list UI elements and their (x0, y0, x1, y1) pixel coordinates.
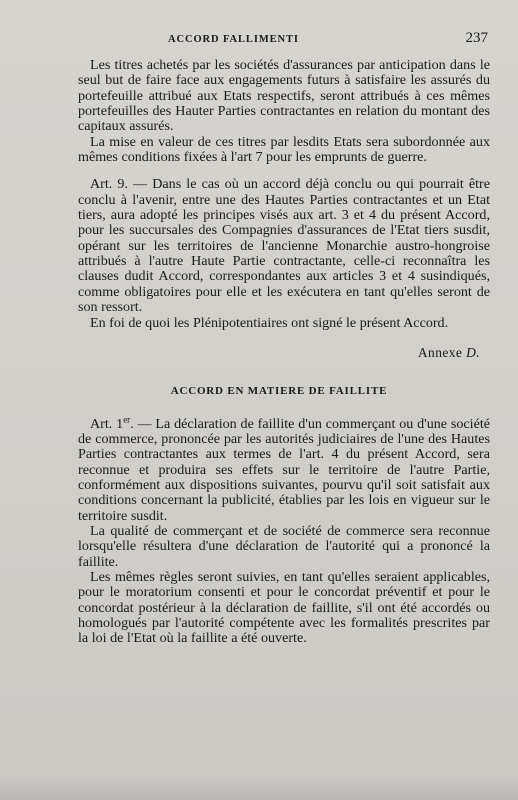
annex-label (78, 345, 490, 360)
running-title: ACCORD FALLIMENTI (168, 34, 299, 45)
annex-letter: D. (466, 344, 480, 360)
paragraph-war-loans: La mise en valeur de ces titres par lesdits Etats sera subordonnée aux mêmes conditions fixées à l'art 7 pour les emprunts de guerre. (78, 133, 490, 166)
paragraph-article-1 (78, 413, 490, 524)
body-text (78, 58, 490, 647)
article-1-text: . — La déclaration de faillite d'un commerçant ou d'une société de commerce, prononcée par les autorités judiciaires de l'une des Hautes Parties contractantes aux termes de l'art. 4 du présent Accord, sera reconnue et produira ses effets sur le territoire de l'autre Partie, conformément aux dispositions suivantes, pourvu qu'il soit satisfait aux conditions concernant la publicité, établies par les lois en vigueur sur le territoire susdit. (78, 415, 490, 524)
paragraph-signature-clause: En foi de quoi les Plénipotentiaires ont signé le présent Accord. (90, 314, 449, 331)
paragraph-insurance-titles: Les titres achetés par les sociétés d'assurances par anticipation dans le seul but de faire face aux engagements futurs à satisfaire les assurés du portefeuille attribué aux Etats respectifs, seront attribués à ces mêmes portefeuilles des Hauter Parties contractantes en relation du montant des capitaux assurés. (78, 57, 490, 135)
article-1-superscript: er (123, 413, 131, 424)
page-number: 237 (465, 30, 488, 46)
section-title: ACCORD EN MATIERE DE FAILLITE (170, 385, 388, 398)
paragraph-same-rules: Les mêmes règles seront suivies, en tant qu'elles seraient applicables, pour le moratorium consenti et pour le concordat préventif et pour le concordat postérieur à la déclaration de faillite, s'il ont été accordés ou homologués par l'autorité compétente avec les formalités prescrites par la loi de l'Etat où la faillite a été ouverte. (78, 568, 490, 647)
running-header (168, 30, 488, 50)
paragraph-merchant-quality: La qualité de commerçant et de société de commerce sera reconnue lorsqu'elle résultera d'une déclaration de l'autorité qui a prononcé la faillite. (78, 522, 490, 570)
paragraph-article-9: Art. 9. — Dans le cas où un accord déjà conclu ou qui pourrait être conclu à l'avenir, entre une des Hautes Parties contractantes et un Etat tiers, aura adopté les principes visés aux art. 3 et 4 du présent Accord, pour les succursales des Compagnies d'assurances de l'Etat tiers susdit, opérant sur les territoires de l'ancienne Monarchie austro-hongroise attribués à l'autre Haute Partie contractante, celle-ci reconnaîtra les clauses dudit Accord, correspondantes aux articles 3 et 4 susindiqués, comme obligatoires pour elle et les exécutera en tant qu'elles seront de son ressort. (78, 176, 490, 316)
annex-word: Annexe (417, 344, 463, 360)
article-1-lead: Art. 1 (90, 415, 124, 432)
